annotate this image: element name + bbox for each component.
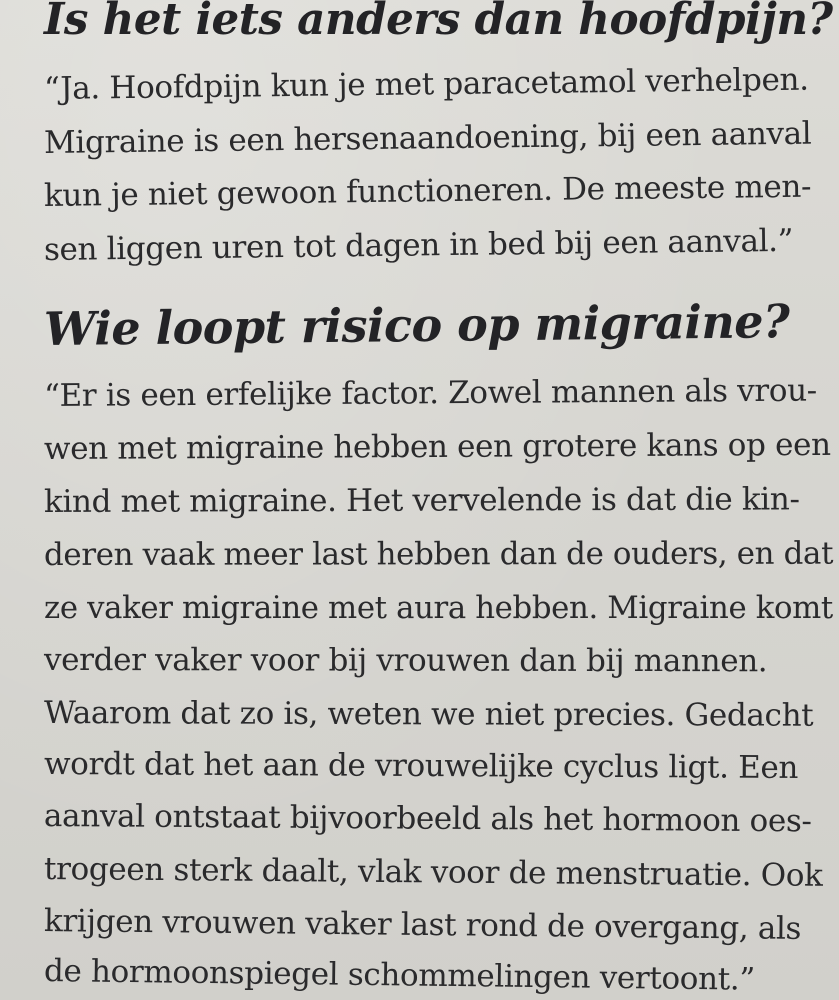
paragraph-line: kun je niet gewoon functioneren. De meeste men- bbox=[43, 168, 812, 214]
paragraph-line: ze vaker migraine met aura hebben. Migraine komt bbox=[44, 590, 833, 626]
paragraph-line: “Ja. Hoofdpijn kun je met paracetamol verhelpen. bbox=[43, 61, 809, 107]
paragraph-line: Waarom dat zo is, weten we niet precies. Gedacht bbox=[43, 695, 814, 734]
paragraph-line: aanval ontstaat bijvoorbeeld als het hormoon oes- bbox=[43, 798, 812, 840]
section-heading-headache: Is het iets anders dan hoofdpijn? bbox=[44, 0, 833, 45]
paragraph-line: wordt dat het aan de vrouwelijke cyclus ligt. Een bbox=[43, 746, 799, 786]
paragraph-line: Migraine is een hersenaandoening, bij een aanval bbox=[43, 115, 812, 161]
paragraph-line: krijgen vrouwen vaker last rond de overgang, als bbox=[43, 903, 802, 947]
paragraph-line: kind met migraine. Het vervelende is dat die kin- bbox=[43, 481, 800, 520]
paragraph-line: “Er is een erfelijke factor. Zowel mannen als vrou- bbox=[43, 372, 817, 414]
paragraph-line: wen met migraine hebben een grotere kans op een bbox=[43, 426, 831, 467]
paragraph-line: de hormoonspiegel schommelingen vertoont.” bbox=[43, 953, 756, 998]
paragraph-line: verder vaker voor bij vrouwen dan bij mannen. bbox=[43, 642, 768, 680]
paragraph-line: trogeen sterk daalt, vlak voor de menstruatie. Ook bbox=[43, 851, 823, 894]
section-heading-risk: Wie loopt risico op migraine? bbox=[43, 294, 790, 356]
paragraph-line: sen liggen uren tot dagen in bed bij een aanval.” bbox=[43, 222, 794, 268]
paragraph-line: deren vaak meer last hebben dan de ouders, en dat bbox=[43, 535, 834, 573]
